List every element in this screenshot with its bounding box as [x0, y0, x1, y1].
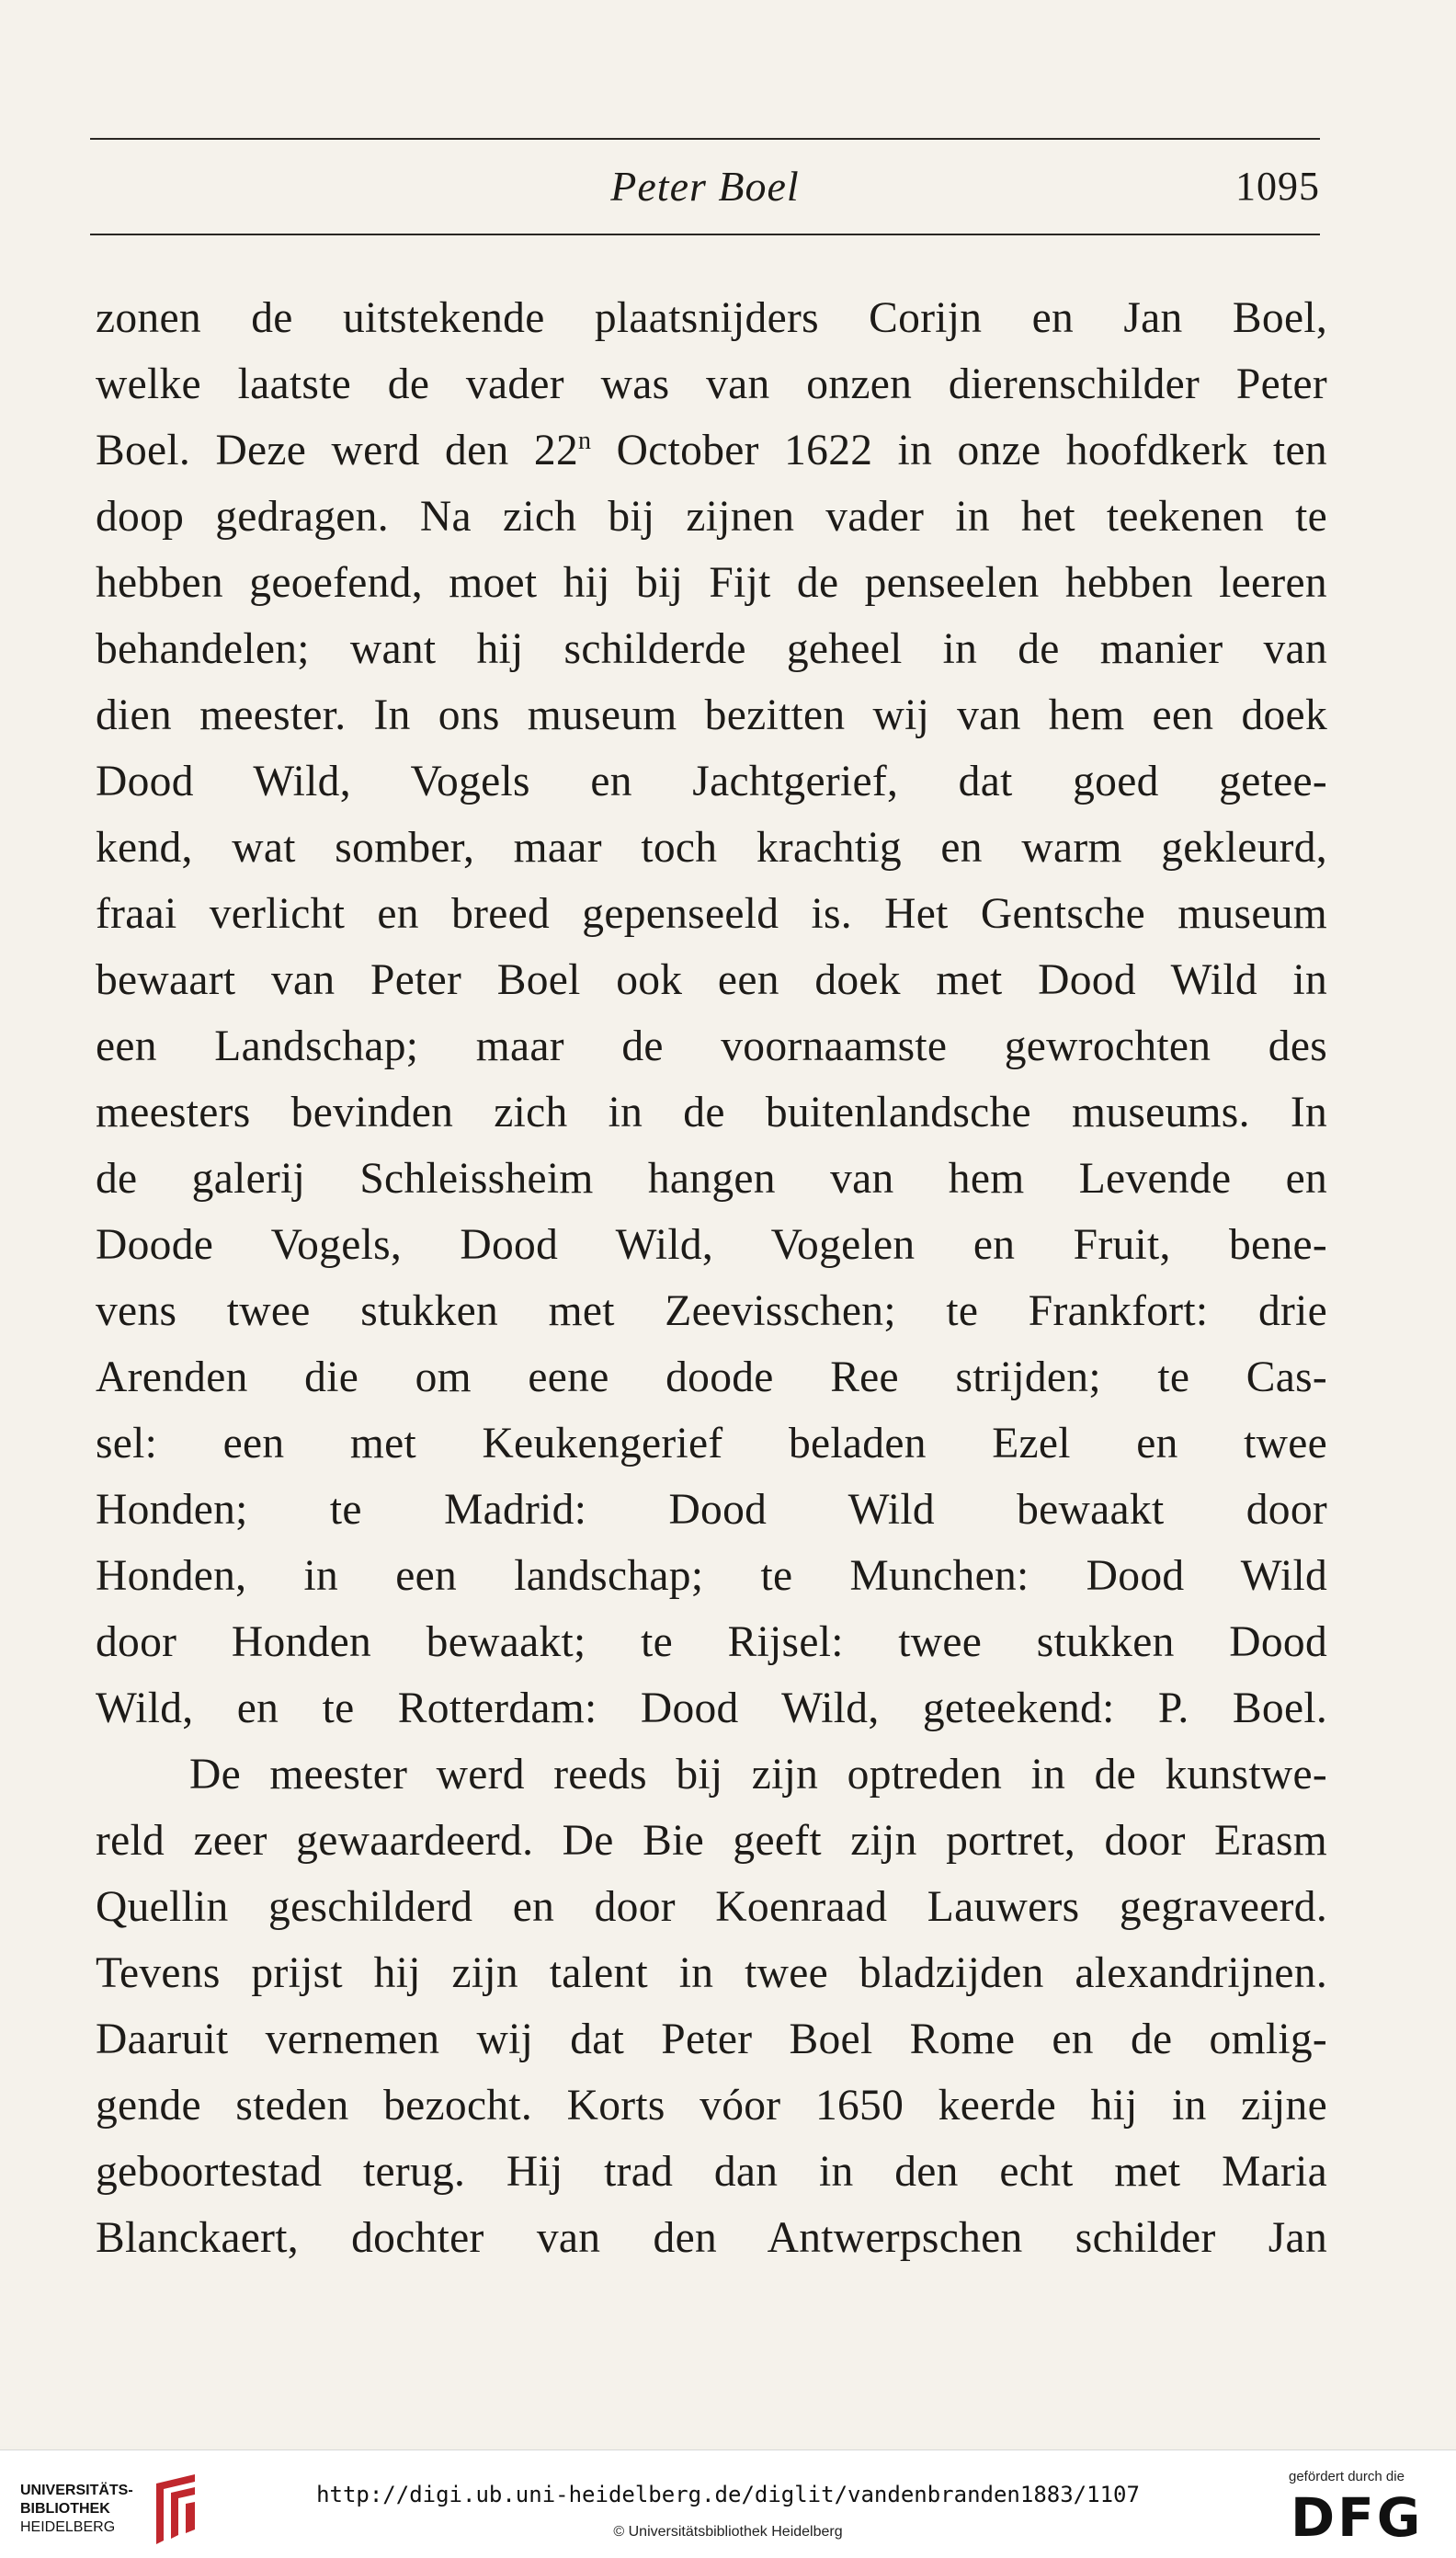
dfg-logo: DFG: [1291, 2486, 1424, 2549]
text-line: door Honden bewaakt; te Rijsel: twee stukken Dood: [96, 1618, 1327, 1666]
text-line: doop gedragen. Na zich bij zijnen vader in het teekenen te: [96, 493, 1327, 541]
text-line: Daaruit vernemen wij dat Peter Boel Rome en de omlig-: [96, 2016, 1327, 2063]
text-line: Arenden die om eene doode Ree strijden; te Cas-: [96, 1353, 1327, 1401]
text-line: Honden; te Madrid: Dood Wild bewaakt door: [96, 1486, 1327, 1534]
running-head: [90, 154, 1320, 219]
permalink[interactable]: [0, 2482, 1456, 2507]
permalink-link[interactable]: http://digi.ub.uni-heidelberg.de/diglit/vandenbranden1883/1107: [316, 2482, 1140, 2507]
body-text: [96, 285, 1327, 2271]
dfg-caption: gefördert durch die: [1289, 2469, 1405, 2484]
text-line: dien meester. In ons museum bezitten wij van hem een doek: [96, 691, 1327, 739]
text-line: Quellin geschilderd en door Koenraad Lauwers gegraveerd.: [96, 1883, 1327, 1931]
text-line: Blanckaert, dochter van den Antwerpschen schilder Jan: [96, 2214, 1327, 2262]
text-line: behandelen; want hij schilderde geheel in de manier van: [96, 625, 1327, 673]
library-name: UNIVERSITÄTS- BIBLIOTHEK HEIDELBERG: [20, 2483, 133, 2535]
page-number: 1095: [1235, 164, 1320, 209]
text-line: sel: een met Keukengerief beladen Ezel en twee: [96, 1420, 1327, 1467]
text-line: geboortestad terug. Hij trad dan in den echt met Maria: [96, 2148, 1327, 2196]
text-line: kend, wat somber, maar toch krachtig en warm gekleurd,: [96, 824, 1327, 872]
text-line: zonen de uitstekende plaatsnijders Corijn en Jan Boel,: [96, 294, 1327, 342]
text-line: Boel. Deze werd den 22$^n$ October 1622 in onze hoofdkerk ten: [96, 427, 1327, 474]
text-line: fraai verlicht en breed gepenseeld is. Het Gentsche museum: [96, 890, 1327, 938]
header-rule-top: [90, 138, 1320, 140]
text-line: Honden, in een landschap; te Munchen: Dood Wild: [96, 1552, 1327, 1600]
text-line: Dood Wild, Vogels en Jachtgerief, dat goed geteе-: [96, 758, 1327, 805]
text-line: bewaart van Peter Boel ook een doek met Dood Wild in: [96, 956, 1327, 1004]
text-line: de galerij Schleissheim hangen van hem Levende en: [96, 1155, 1327, 1203]
text-line: meesters bevinden zich in de buitenlandsche museums. In: [96, 1089, 1327, 1136]
superscript: n: [578, 427, 592, 456]
text-line: welke laatste de vader was van onzen dierenschilder Peter: [96, 360, 1327, 408]
text-line: gende steden bezocht. Korts vóor 1650 keerde hij in zijne: [96, 2082, 1327, 2130]
header-rule-bottom: [90, 234, 1320, 235]
text-line: een Landschap; maar de voornaamste gewrochten des: [96, 1022, 1327, 1070]
text-line: De meester werd reeds bij zijn optreden in de kunstwe-: [189, 1751, 1327, 1799]
text-line: hebben geoefend, moet hij bij Fijt de penseelen hebben leeren: [96, 559, 1327, 607]
text-line: Tevens prijst hij zijn talent in twee bladzijden alexandrijnen.: [96, 1949, 1327, 1997]
text-line: vens twee stukken met Zeevisschen; te Frankfort: drie: [96, 1287, 1327, 1335]
copyright-notice: © Universitätsbibliothek Heidelberg: [613, 2524, 843, 2540]
running-head-title: Peter Boel: [610, 163, 800, 210]
digitization-footer: [0, 2450, 1456, 2558]
text-line: Doode Vogels, Dood Wild, Vogelen en Fruit, bene-: [96, 1221, 1327, 1269]
text-line: reld zeer gewaardeerd. De Bie geeft zijn portret, door Erasm: [96, 1817, 1327, 1865]
text-line: Wild, en te Rotterdam: Dood Wild, geteekend: P. Boel.: [96, 1684, 1327, 1732]
